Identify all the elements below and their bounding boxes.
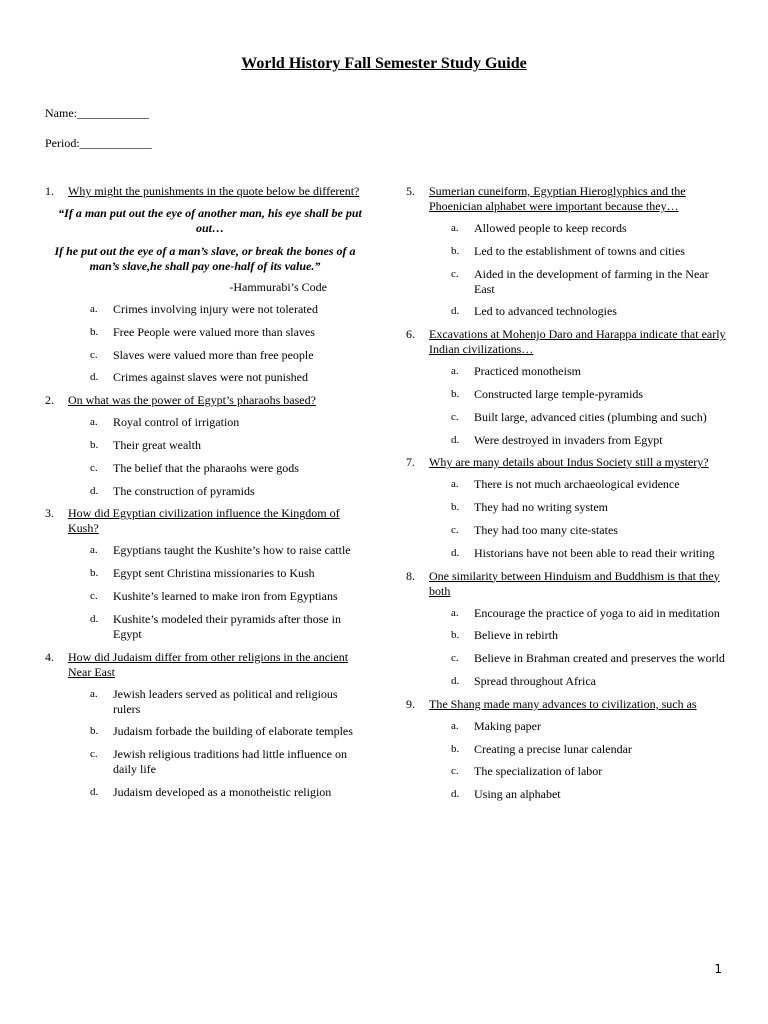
answer-option: d. Judaism developed as a monotheistic religion [90,784,332,799]
question-4 [45,650,365,680]
question-number: 1. [45,184,54,198]
question-text: One similarity between Hinduism and Buddhism is that they both [429,568,720,598]
answer-option: a. Royal control of irrigation [90,415,240,430]
question-text: On what was the power of Egypt’s pharaohs based? [68,393,316,408]
answer-list [406,606,728,689]
question-text: Why are many details about Indus Society still a mystery? [429,455,709,470]
quote-line-1: “If a man put out the eye of another man, his eye shall be put out… [58,206,362,235]
page-number: 1 [714,962,722,976]
answer-option: b. Believe in rebirth [451,628,558,643]
question-text: How did Egyptian civilization influence the Kingdom of Kush? [68,506,340,536]
answer-list [45,415,365,498]
answer-option: a. Egyptians taught the Kushite’s how to raise cattle [90,543,351,558]
answer-option: a. Allowed people to keep records [451,221,627,235]
answer-option: a. Practiced monotheism [451,364,581,379]
quote-attribution: -Hammurabi’s Code [229,280,327,294]
name-field: Name:____________ [45,106,149,120]
question-2 [45,393,365,408]
answer-option: d. Led to advanced technologies [451,304,617,319]
question-text: How did Judaism differ from other religions in the ancient Near East [68,649,349,679]
answer-option: c. The belief that the pharaohs were gods [90,460,299,475]
answer-option: c. Kushite’s learned to make iron from Egyptians [90,588,338,603]
question-number: 7. [406,455,415,470]
page-title: World History Fall Semester Study Guide [241,55,527,72]
answer-list [406,221,728,319]
answer-option: d. The construction of pyramids [90,483,255,498]
quote-line-2: If he put out the eye of a man’s slave, or break the bones of a man’s slave,he shall pay one-half of its value.” [54,244,356,273]
answer-option: c. Aided in the development of farming in the Near East [451,266,709,296]
answer-option: c. Built large, advanced cities (plumbing and such) [451,409,707,424]
question-text: The Shang made many advances to civilization, such as [429,696,697,711]
answer-option: b. Creating a precise lunar calendar [451,741,632,756]
answer-option: c. Slaves were valued more than free people [90,347,314,362]
answer-list [45,302,365,385]
answer-option: c. The specialization of labor [451,764,603,779]
answer-list [406,477,728,560]
question-number: 3. [45,506,54,521]
answer-option: a. There is not much archaeological evidence [451,477,680,492]
answer-option: c. They had too many cite-states [451,522,618,537]
question-number: 8. [406,568,415,583]
question-3 [45,506,365,536]
answer-option: a. Jewish leaders served as political and religious rulers [90,686,338,716]
question-text: Sumerian cuneiform, Egyptian Hieroglyphics and the Phoenician alphabet were important because they… [429,184,686,213]
question-7 [406,455,728,470]
question-number: 6. [406,327,415,342]
answer-option: b. Free People were valued more than slaves [90,324,315,339]
question-5 [406,184,728,214]
period-field: Period:____________ [45,136,152,150]
right-column [406,184,728,810]
answer-option: d. Crimes against slaves were not punished [90,370,308,385]
answer-option: c. Believe in Brahman created and preserves the world [451,651,725,666]
answer-option: c. Jewish religious traditions had little influence on daily life [90,747,347,777]
question-9 [406,697,728,712]
answer-option: a. Encourage the practice of yoga to aid in meditation [451,605,720,620]
answer-option: b. They had no writing system [451,500,608,515]
answer-list [406,719,728,802]
question-number: 5. [406,184,415,198]
question-number: 4. [45,649,54,664]
answer-option: d. Using an alphabet [451,787,561,802]
left-column [45,184,365,808]
answer-list [45,687,365,800]
answer-list [406,364,728,447]
answer-option: d. Historians have not been able to read their writing [451,545,715,560]
question-number: 2. [45,393,54,408]
answer-option: d. Were destroyed in invaders from Egypt [451,432,663,447]
answer-option: a. Making paper [451,718,541,733]
question-8 [406,569,728,599]
answer-option: d. Kushite’s modeled their pyramids after those in Egypt [90,611,341,641]
question-1 [45,184,365,199]
answer-list [45,543,365,641]
question-6 [406,327,728,357]
question-text: Why might the punishments in the quote below be different? [68,184,360,198]
answer-option: a. Crimes involving injury were not tolerated [90,302,318,316]
answer-option: b. Led to the establishment of towns and cities [451,243,685,258]
answer-option: b. Egypt sent Christina missionaries to Kush [90,566,315,581]
answer-option: d. Spread throughout Africa [451,673,596,688]
question-number: 9. [406,696,415,711]
answer-option: b. Judaism forbade the building of elaborate temples [90,724,353,739]
question-text: Excavations at Mohenjo Daro and Harappa indicate that early Indian civilizations… [429,327,726,357]
answer-option: b. Constructed large temple-pyramids [451,386,644,401]
answer-option: b. Their great wealth [90,437,201,452]
